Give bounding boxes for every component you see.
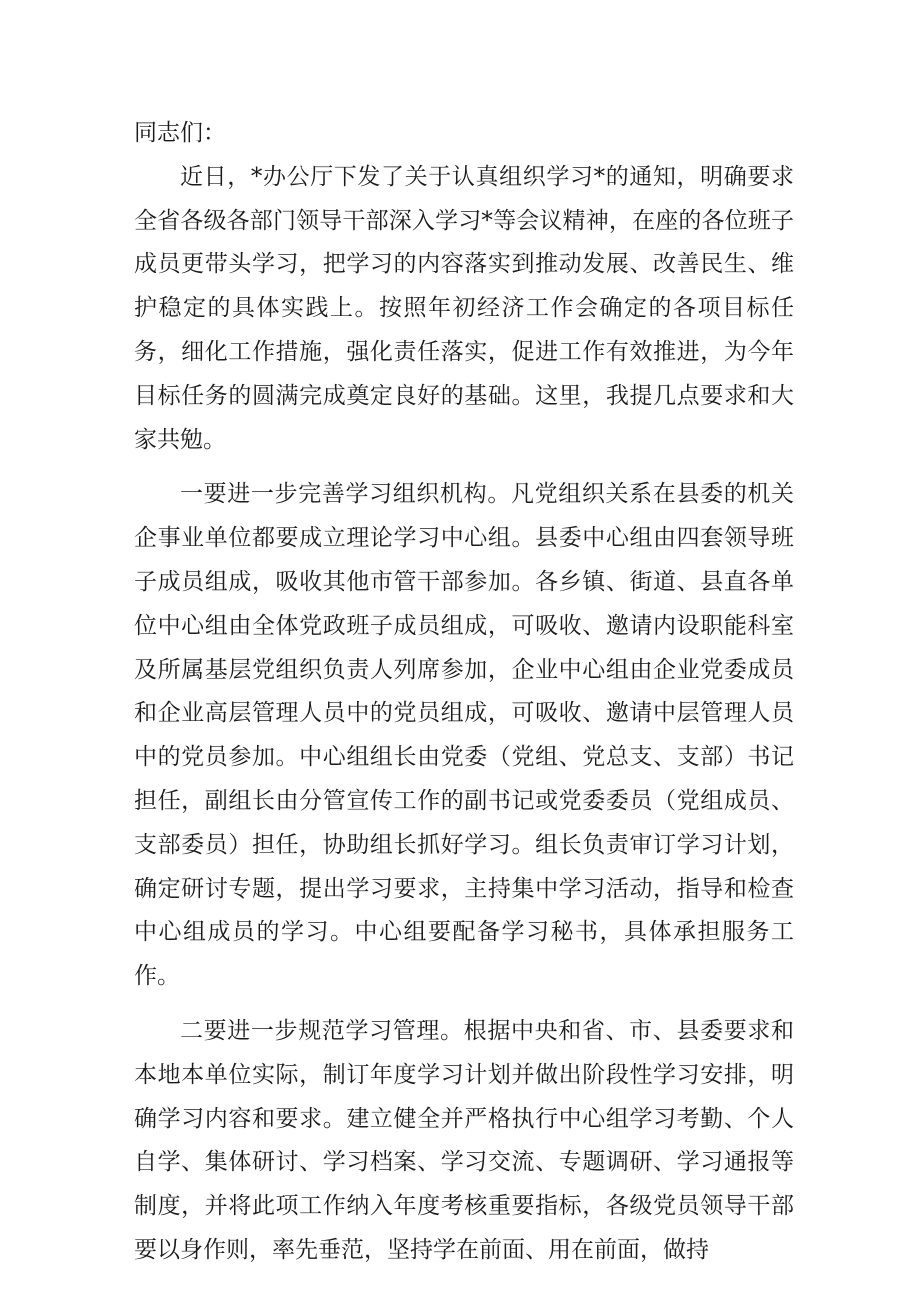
salutation: 同志们： bbox=[134, 120, 226, 146]
paragraph-intro: 近日，*办公厅下发了关于认真组织学习*的通知，明确要求全省各级各部门领导干部深入学习*等会议精神，在座的各位班子成员更带头学习，把学习的内容落实到推动发展、改善民生、维护稳定的具体实践上。按照年初经济工作会确定的各项目标任务，细化工作措施，强化责任落实，促进工作有效推进，为今年目标任务的圆满完成奠定良好的基础。这里，我提几点要求和大家共勉。 bbox=[134, 163, 794, 453]
document-body bbox=[134, 112, 794, 1284]
paragraph-point-two: 二要进一步规范学习管理。根据中央和省、市、县委要求和本地本单位实际，制订年度学习计划并做出阶段性学习安排，明确学习内容和要求。建立健全并严格执行中心组学习考勤、个人自学、集体研讨、学习档案、学习交流、专题调研、学习通报等制度，并将此项工作纳入年度考核重要指标，各级党员领导干部要以身作则，率先垂范，坚持学在前面、用在前面，做持 bbox=[134, 1017, 794, 1263]
paragraph-point-one: 一要进一步完善学习组织机构。凡党组织关系在县委的机关企事业单位都要成立理论学习中心组。县委中心组由四套领导班子成员组成，吸收其他市管干部参加。各乡镇、街道、县直各单位中心组由全体党政班子成员组成，可吸收、邀请内设职能科室及所属基层党组织负责人列席参加，企业中心组由企业党委成员和企业高层管理人员中的党员组成，可吸收、邀请中层管理人员中的党员参加。中心组组长由党委（党组、党总支、支部）书记担任，副组长由分管宣传工作的副书记或党委委员（党组成员、支部委员）担任，协助组长抓好学习。组长负责审订学习计划，确定研讨专题，提出学习要求，主持集中学习活动，指导和检查中心组成员的学习。中心组要配备学习秘书，具体承担服务工作。 bbox=[134, 481, 794, 990]
